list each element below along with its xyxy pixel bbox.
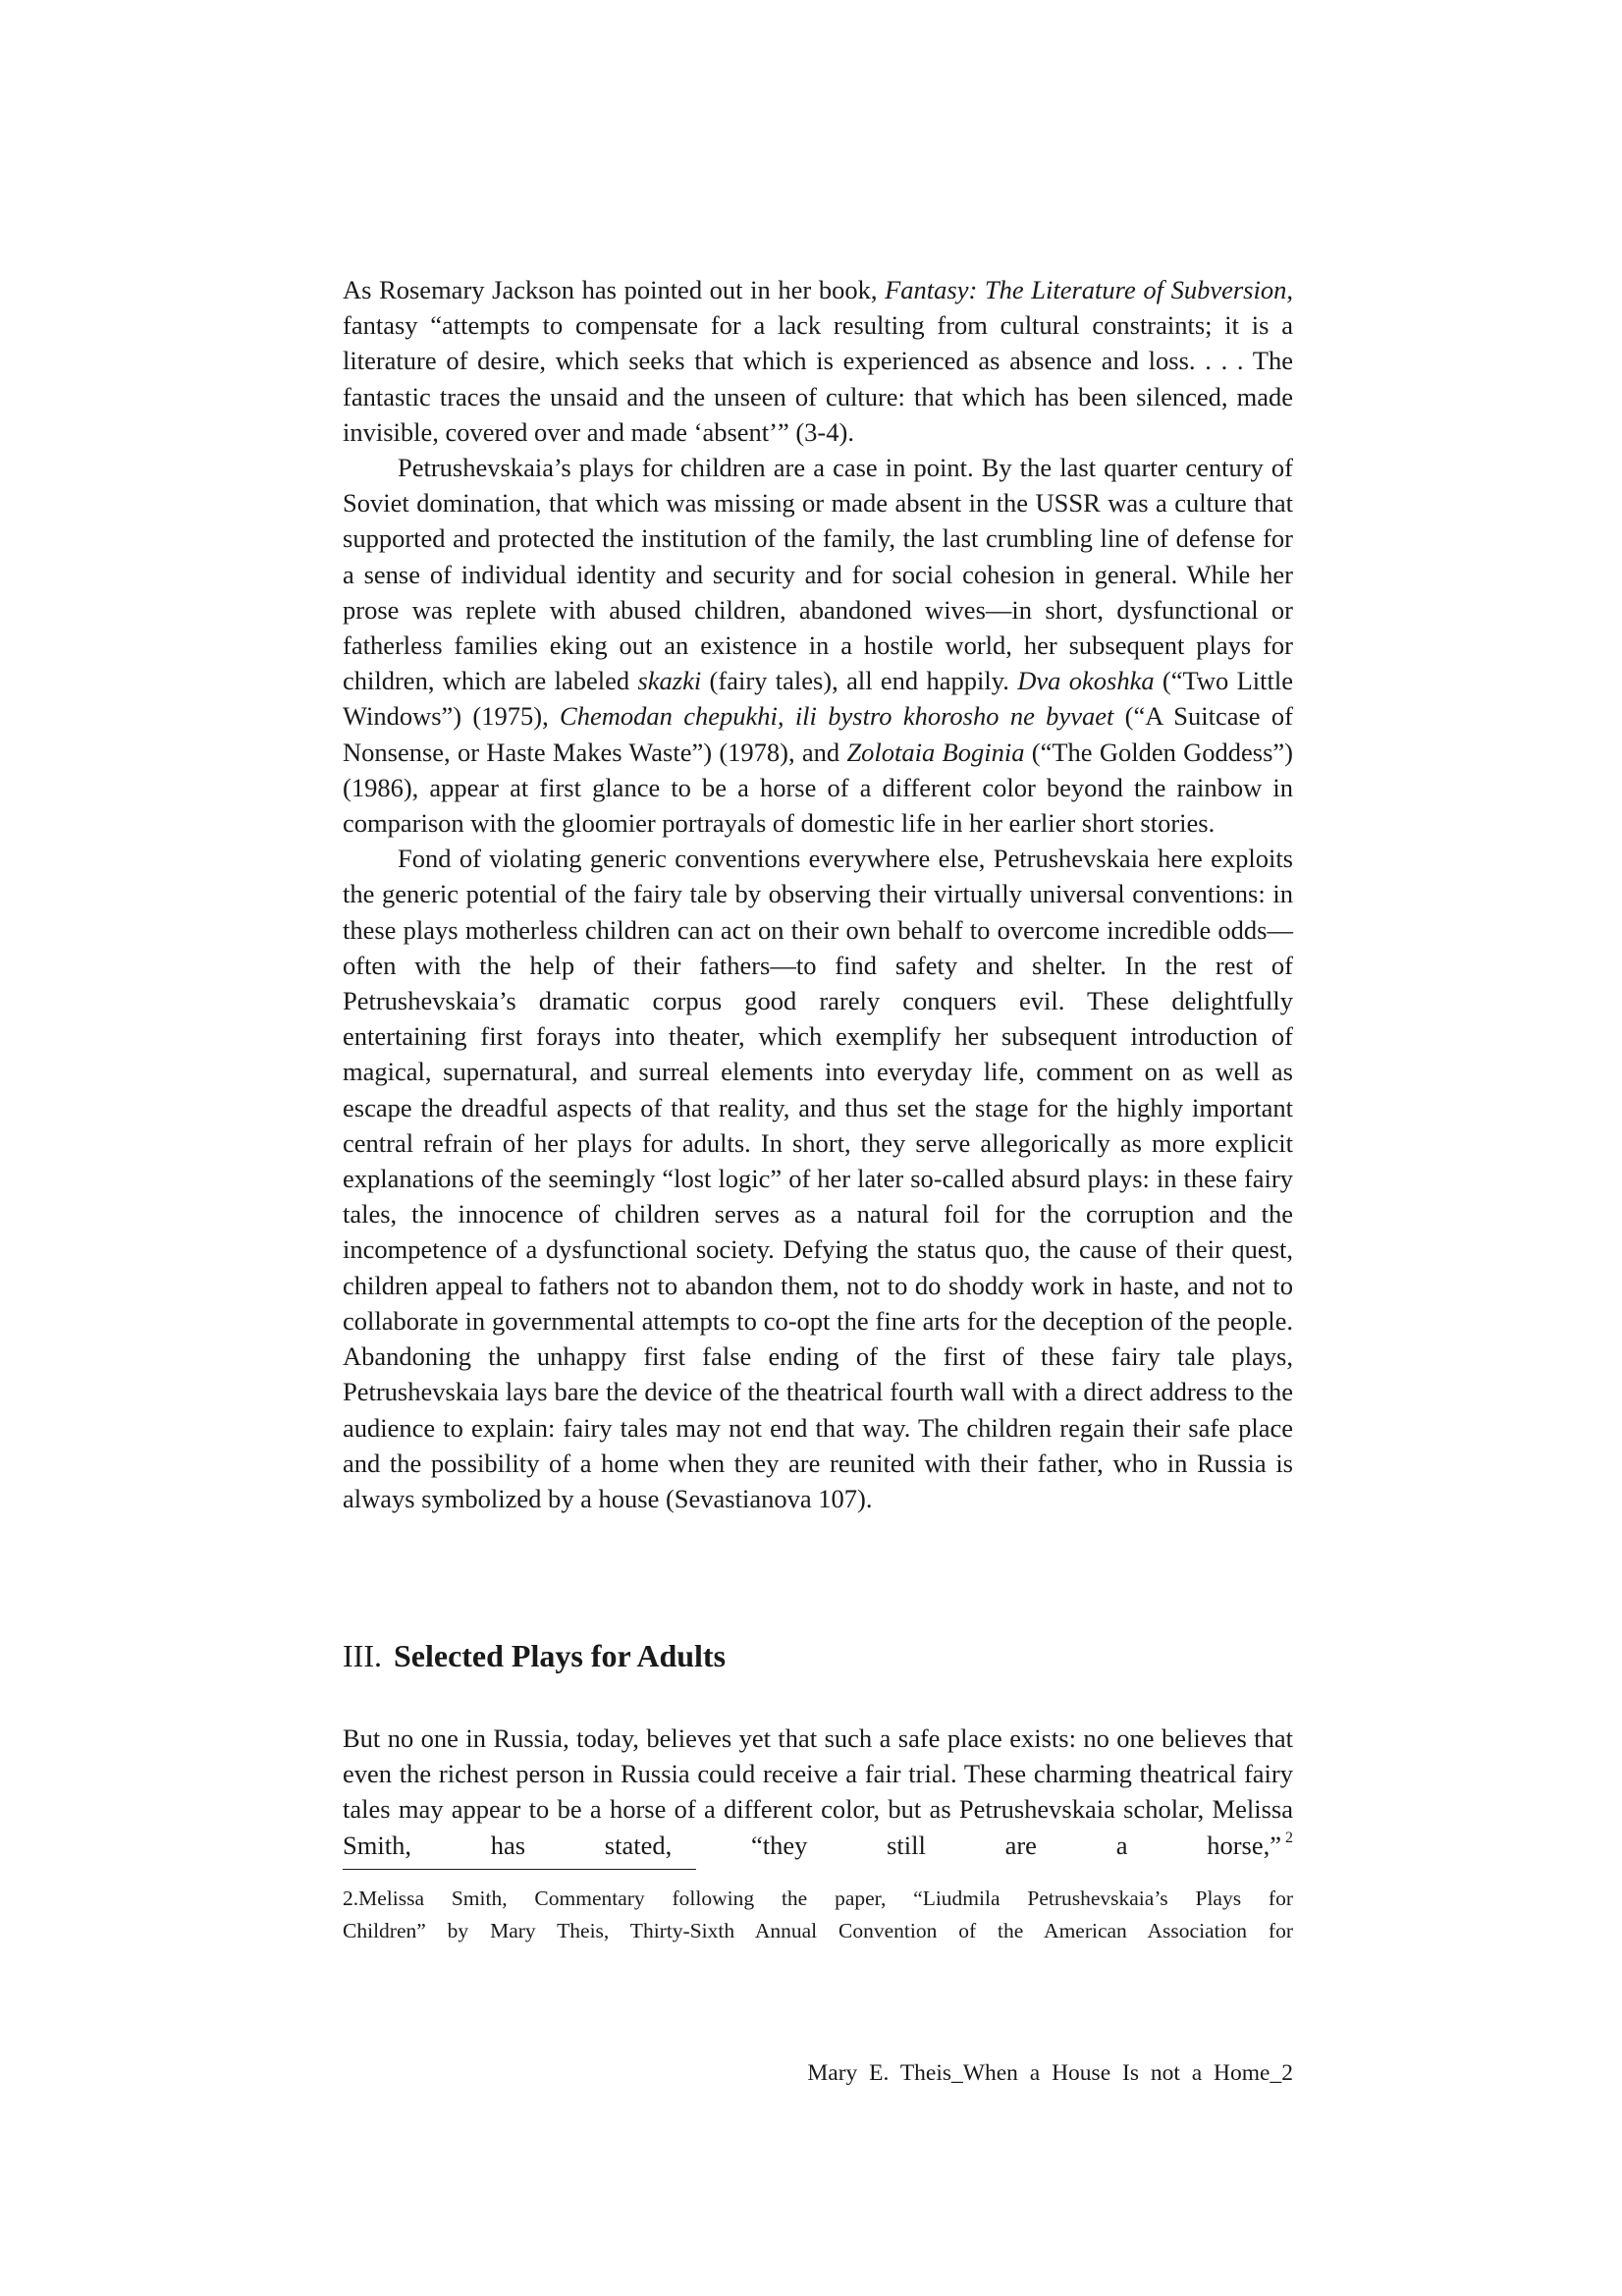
section-title: Selected Plays for Adults xyxy=(393,1638,727,1673)
paragraph-text: (“Two Little Windows”) (1975), xyxy=(343,666,1293,732)
footnote-2 xyxy=(343,1883,1293,1947)
play-title-italic: Dva okoshka xyxy=(1017,666,1155,696)
running-footer: Mary E. Theis_When a House Is not a Home_2 xyxy=(807,2060,1293,2086)
body-text-section-ii xyxy=(343,272,1293,1516)
play-title-italic: Zolotaia Boginia xyxy=(846,737,1025,767)
book-title-italic: Fantasy: The Literature of Subversion, xyxy=(885,275,1293,304)
paragraph-no-safe-place xyxy=(343,1721,1293,1863)
footnote-line: 2.Melissa Smith, Commentary following the paper, “Liudmila Petrushevskaia’s Plays for xyxy=(343,1886,1293,1910)
paragraph-plays-for-children xyxy=(343,450,1293,841)
body-text-section-iii xyxy=(343,1721,1293,1863)
section-heading xyxy=(343,1636,726,1675)
paragraph-text: fantasy “attempts to compensate for a lack resulting from cultural constraints; it is a literature of desire, which seeks that which is experienced as absence and loss. . . . The fantastic traces the unsaid and the unseen of culture: that which has been silenced, made invisible, covered over and made ‘absent’” (3-4). xyxy=(343,310,1293,447)
footnote-line: Children” by Mary Theis, Thirty-Sixth Annual Convention of the American Association for xyxy=(343,1919,1293,1942)
paragraph-jackson-quote xyxy=(343,272,1293,450)
play-title-italic: Chemodan chepukhi, ili bystro khorosho ne byvaet xyxy=(560,701,1114,732)
paragraph-text: (fairy tales), all end happily. xyxy=(701,666,1018,696)
term-italic: skazki xyxy=(637,666,702,696)
paragraph-text: (“A Suitcase of Nonsense, or Haste Makes Waste”) (1978), and xyxy=(343,701,1293,767)
paragraph-text: But no one in Russia, today, believes yet that such a safe place exists: no one believes that even the richest person in Russia could receive a fair trial. These charming theatrical fairy tales may appear to be a horse of a different color, but as Petrushevskaia scholar, Melissa Smith, has stated, “they still are a horse,” xyxy=(343,1723,1293,1860)
section-numeral: III. xyxy=(343,1638,382,1673)
paragraph-text: Petrushevskaia’s plays for children are a case in point. By the last quarter century of Soviet domination, that which was missing or made absent in the USSR was a culture that supported and protected the institution of the family, the last crumbling line of defense for a sense of individual identity and security and for social cohesion in general. While her prose was replete with abused children, abandoned wives—in short, dysfunctional or fatherless families eking out an existence in a hostile world, her subsequent plays for children, which are labeled xyxy=(343,453,1293,696)
document-page xyxy=(343,0,1293,2296)
paragraph-text: (“The Golden Goddess”) (1986), appear at first glance to be a horse of a different color beyond the rainbow in comparison with the gloomier portrayals of domestic life in her earlier short stories. xyxy=(343,737,1293,839)
footnote-divider xyxy=(343,1869,696,1870)
footnote-reference[interactable]: 2 xyxy=(1285,1829,1293,1846)
paragraph-generic-conventions: Fond of violating generic conventions everywhere else, Petrushevskaia here exploits the generic potential of the fairy tale by observing their virtually universal conventions: in these plays motherless children can act on their own behalf to overcome incredible odds—often with the help of their fathers—to find safety and shelter. In the rest of Petrushevskaia’s dramatic corpus good rarely conquers evil. These delightfully entertaining first forays into theater, which exemplify her subsequent introduction of magical, supernatural, and surreal elements into everyday life, comment on as well as escape the dreadful aspects of that reality, and thus set the stage for the highly important central refrain of her plays for adults. In short, they serve allegorically as more explicit explanations of the seemingly “lost logic” of her later so-called absurd plays: in these fairy tales, the innocence of children serves as a natural foil for the corruption and the incompetence of a dysfunctional society. Defying the status quo, the cause of their quest, children appeal to fathers not to abandon them, not to do shoddy work in haste, and not to collaborate in governmental attempts to co-opt the fine arts for the deception of the people. Abandoning the unhappy first false ending of the first of these fairy tale plays, Petrushevskaia lays bare the device of the theatrical fourth wall with a direct address to the audience to explain: fairy tales may not end that way. The children regain their safe place and the possibility of a home when they are reunited with their father, who in Russia is always symbolized by a house (Sevastianova 107). xyxy=(343,844,1293,1513)
paragraph-text: As Rosemary Jackson has pointed out in her book, xyxy=(343,275,886,304)
